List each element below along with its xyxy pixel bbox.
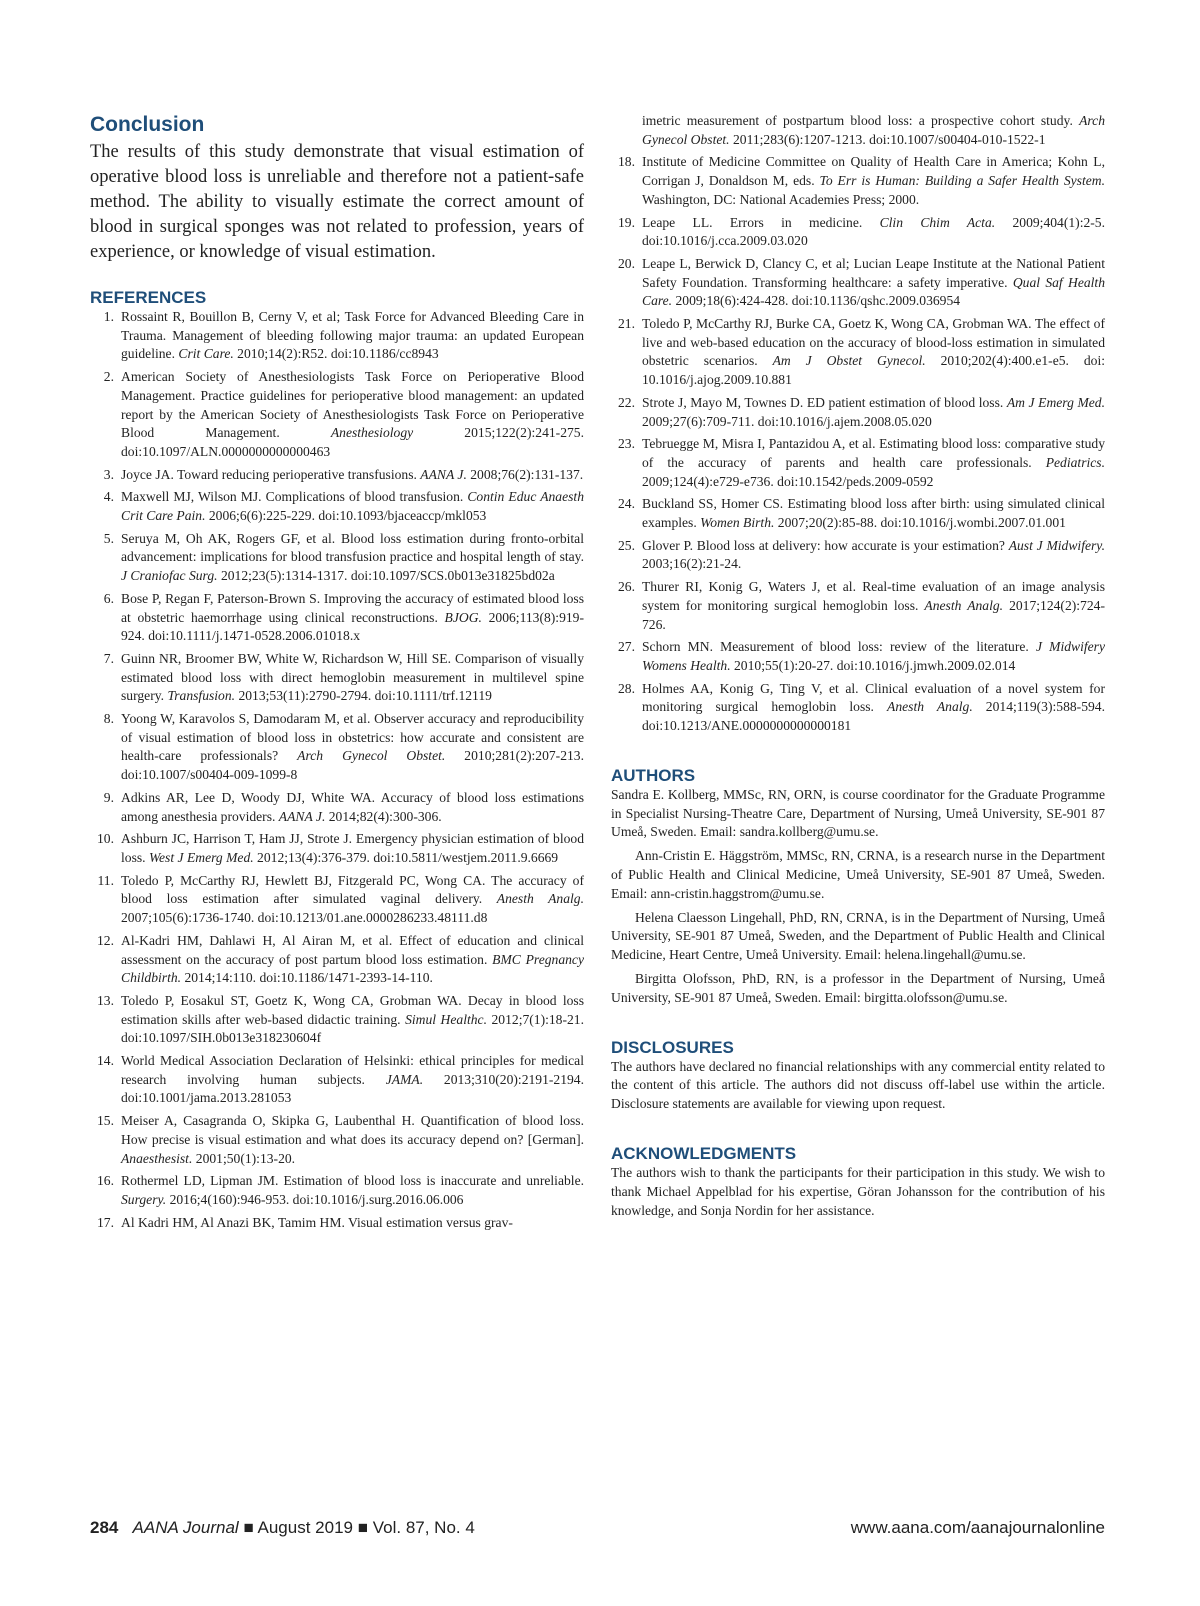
acknowledgments-text: The authors wish to thank the participants for their participation in this study. We wish to thank Michael Appelblad for his expertise, Göran Johansson for the contribution of his knowledge, and Sonja Nordin for her assistance. — [611, 1164, 1105, 1218]
reference-citation: 2014;82(4):300-306. — [325, 808, 442, 824]
reference-journal: Pediatrics. — [1045, 454, 1105, 470]
disclosures-heading: DISCLOSURES — [611, 1037, 734, 1057]
reference-number: 17. — [97, 1214, 114, 1230]
reference-item — [90, 872, 584, 928]
reference-number: 8. — [103, 711, 114, 727]
reference-citation: 2006;6(6):225-229. doi:10.1093/bjaceaccp/mkl053 — [205, 508, 487, 524]
reference-number: 21. — [618, 316, 635, 332]
reference-number: 16. — [97, 1173, 114, 1189]
reference-journal: Women Birth. — [700, 515, 775, 531]
reference-citation: 2015;122(2):241-275. doi:10.1097/ALN.0000000000000463 — [121, 425, 584, 459]
reference-item — [611, 315, 1105, 390]
authors-body — [611, 786, 1105, 1008]
issue-date: August 2019 — [257, 1518, 353, 1537]
reference-item — [611, 638, 1105, 675]
author-bio: Sandra E. Kollberg, MMSc, RN, ORN, is course coordinator for the Graduate Programme in Specialist Nursing-Theatre Care, Department of Nursing, Umeå University, SE-901 87 Umeå, Sweden. Email: sandra.kollberg@umu.se. — [611, 786, 1105, 840]
reference-citation: 2009;27(6):709-711. doi:10.1016/j.ajem.2008.05.020 — [642, 413, 932, 429]
reference-text: Glover P. Blood loss at delivery: how accurate is your estimation? — [642, 537, 1009, 553]
reference-journal: Am J Emerg Med. — [1006, 394, 1105, 410]
reference-item — [90, 488, 584, 525]
reference-item — [90, 590, 584, 646]
reference-citation: 2017;124(2):724-726. — [642, 597, 1105, 632]
reference-citation: 2006;113(8):919-924. doi:10.1111/j.1471-0528.2006.01018.x — [121, 609, 584, 644]
reference-number: 1. — [103, 309, 114, 324]
reference-text: Institute of Medicine Committee on Quality of Health Care in America; Kohn L, Corrigan J, Donaldson M, eds. — [642, 154, 1105, 189]
reference-item — [611, 255, 1105, 311]
reference-text: Toledo P, Eosakul ST, Goetz K, Wong CA, Grobman WA. Decay in blood loss estimation skills after web-based didactic training. — [121, 992, 584, 1027]
reference-journal: Transfusion. — [167, 688, 236, 704]
reference-journal: Anesth Analg. — [887, 699, 973, 715]
reference-number: 5. — [103, 530, 114, 546]
author-bio: Ann-Cristin E. Häggström, MMSc, RN, CRNA, is a research nurse in the Department of Public Health and Clinical Medicine, Umeå University, SE-901 87 Umeå, Sweden. Email: ann-cristin.haggstrom@umu.se. — [611, 848, 1105, 901]
reference-item — [611, 495, 1105, 532]
reference-number: 4. — [103, 489, 114, 505]
reference-item — [611, 394, 1105, 431]
reference-number: 14. — [97, 1053, 114, 1069]
reference-journal: Qual Saf Health Care. — [642, 274, 1106, 309]
separator: ■ — [243, 1518, 254, 1537]
reference-number: 10. — [97, 831, 114, 847]
reference-journal: AANA J. — [420, 466, 467, 482]
reference-journal: Aust J Midwifery. — [1008, 537, 1105, 553]
reference-journal: Crit Care. — [178, 346, 234, 362]
reference-item — [90, 1112, 584, 1168]
reference-item — [611, 153, 1105, 209]
reference-citation: 2010;55(1):20-27. doi:10.1016/j.jmwh.2009.02.014 — [730, 657, 1016, 673]
reference-journal: Arch Gynecol Obstet. — [297, 748, 446, 764]
left-column — [90, 112, 584, 1236]
author-bio: Birgitta Olofsson, PhD, RN, is a professor in the Department of Nursing, Umeå University, SE-901 87 Umeå, Sweden. Email: birgitta.olofsson@umu.se. — [611, 970, 1105, 1005]
journal-name: AANA Journal — [132, 1518, 239, 1537]
reference-citation: 2001;50(1):13-20. — [192, 1150, 296, 1166]
conclusion-heading: Conclusion — [90, 113, 205, 136]
authors-heading: AUTHORS — [611, 765, 696, 785]
reference-journal: To Err is Human: Building a Safer Health System. — [819, 173, 1105, 189]
reference-item — [90, 530, 584, 586]
reference-journal: Surgery. — [121, 1191, 167, 1207]
reference-item — [611, 680, 1105, 736]
reference-journal: Anesthesiology — [330, 425, 414, 441]
reference-text: World Medical Association Declaration of Helsinki: ethical principles for medical research involving human subjects. — [121, 1053, 584, 1087]
reference-item — [90, 932, 584, 988]
reference-number: 9. — [103, 789, 114, 805]
reference-citation: 2012;7(1):18-21. doi:10.1097/SIH.0b013e318230604f — [121, 1011, 585, 1046]
reference-journal: Anesth Analg. — [924, 597, 1004, 613]
conclusion-text: The results of this study demonstrate that visual estimation of operative blood loss is unreliable and therefore not a patient-safe method. The ability to visually estimate the correct amount of blood in surgical sponges was not related to profession, years of experience, or knowledge of visual estimation. — [90, 142, 584, 262]
separator: ■ — [357, 1518, 368, 1537]
reference-journal: Contin Educ Anaesth Crit Care Pain. — [121, 489, 584, 524]
reference-text: Holmes AA, Konig G, Ting V, et al. Clinical evaluation of a novel system for monitoring surgical hemoglobin loss. — [642, 680, 1105, 715]
reference-citation: 2007;105(6):1736-1740. doi:10.1213/01.ane.0000286233.48111.d8 — [121, 910, 488, 926]
reference-journal: Clin Chim Acta. — [879, 214, 996, 230]
reference-number: 13. — [97, 992, 114, 1008]
reference-number: 28. — [618, 680, 635, 696]
reference-item — [90, 308, 584, 364]
references-list-left — [90, 308, 584, 1232]
reference-journal: BMC Pregnancy Childbirth. — [121, 951, 584, 986]
page-number: 284 — [90, 1518, 119, 1537]
reference-text: Yoong W, Karavolos S, Damodaram M, et al. Observer accuracy and reproducibility of visual estimation of blood loss in obstetrics: how accurate and consistent are health-care professionals? — [121, 711, 584, 764]
reference-number: 6. — [103, 590, 114, 606]
reference-citation: 2009;404(1):2-5. doi:10.1016/j.cca.2009.03.020 — [642, 214, 1105, 249]
reference-item — [90, 650, 584, 706]
reference-item — [90, 830, 584, 867]
reference-journal: Anaesthesist. — [121, 1150, 193, 1166]
author-bio: Helena Claesson Lingehall, PhD, RN, CRNA, is in the Department of Nursing, Umeå University, SE-901 87 Umeå, Sweden, and the Department of Public Health and Clinical Medicine, Heart Centre, Umeå University. Email: helena.lingehall@umu.se. — [611, 909, 1105, 963]
reference-number: 3. — [103, 466, 114, 482]
reference-citation: 2013;53(11):2790-2794. doi:10.1111/trf.12119 — [235, 688, 492, 704]
reference-journal: J Midwifery Womens Health. — [642, 639, 1106, 673]
reference-text: Rossaint R, Bouillon B, Cerny V, et al; Task Force for Advanced Bleeding Care in Trauma. Management of bleeding following major trauma: an updated European guideline. — [121, 309, 584, 362]
reference-number: 24. — [618, 496, 635, 512]
reference-number: 7. — [103, 650, 114, 666]
page-footer — [90, 1518, 1105, 1544]
reference-journal: Anesth Analg. — [496, 891, 584, 907]
reference-citation: 2012;23(5):1314-1317. doi:10.1097/SCS.0b013e31825bd02a — [217, 568, 555, 584]
reference-number: 23. — [618, 436, 635, 452]
reference-text: Tebruegge M, Misra I, Pantazidou A, et al. Estimating blood loss: comparative study of the accuracy of parents and health care professionals. — [642, 436, 1105, 470]
reference-text: Maxwell MJ, Wilson MJ. Complications of blood transfusion. — [121, 489, 468, 505]
reference-text: Joyce JA. Toward reducing perioperative transfusions. — [121, 466, 421, 482]
reference-number: 15. — [97, 1113, 114, 1129]
reference-citation: Washington, DC: National Academies Press; 2000. — [642, 191, 920, 207]
reference-item — [90, 1052, 584, 1108]
right-column — [611, 112, 1105, 1220]
reference-citation: 2007;20(2):85-88. doi:10.1016/j.wombi.2007.01.001 — [774, 515, 1066, 531]
reference-item — [90, 992, 584, 1048]
reference-text: Toledo P, McCarthy RJ, Hewlett BJ, Fitzgerald PC, Wong CA. The accuracy of blood loss estimation after simulated vaginal delivery. — [121, 872, 584, 907]
volume: Vol. 87, No. 4 — [372, 1518, 475, 1537]
reference-journal: BJOG. — [444, 609, 482, 625]
reference-text: Leape LL. Errors in medicine. — [642, 214, 880, 230]
reference-journal: J Craniofac Surg. — [121, 568, 218, 584]
reference-citation: 2010;14(2):R52. doi:10.1186/cc8943 — [233, 346, 439, 362]
reference-journal: JAMA. — [385, 1071, 424, 1087]
reference-journal: AANA J. — [278, 808, 326, 824]
reference-number: 20. — [618, 255, 635, 271]
reference-text: American Society of Anesthesiologists Task Force on Perioperative Blood Management. Practice guidelines for perioperative blood management: an updated report by the American Society of Anesthesiologists Task Force on Perioperative Blood Management. — [121, 369, 584, 441]
reference-text: Al Kadri HM, Al Anazi BK, Tamim HM. Visual estimation versus grav- — [121, 1214, 513, 1230]
reference-text: Seruya M, Oh AK, Rogers GF, et al. Blood loss estimation during fronto-orbital advancement: implications for blood transfusion practice and hospital length of stay. — [121, 530, 584, 565]
reference-citation: 2014;14:110. doi:10.1186/1471-2393-14-110. — [181, 970, 433, 986]
reference-citation: 2008;76(2):131-137. — [466, 466, 584, 482]
reference-text: Meiser A, Casagranda O, Skipka G, Laubenthal H. Quantification of blood loss. How precise is visual estimation and what does its accuracy depend on? [German]. — [121, 1113, 584, 1147]
reference-citation: 2014;119(3):588-594. doi:10.1213/ANE.0000000000000181 — [642, 699, 1105, 734]
references-heading: REFERENCES — [90, 288, 207, 307]
reference-text: Al-Kadri HM, Dahlawi H, Al Airan M, et al. Effect of education and clinical assessment on the accuracy of post partum blood loss estimation. — [121, 932, 584, 967]
reference-text: Bose P, Regan F, Paterson-Brown S. Improving the accuracy of estimated blood loss at obstetric haemorrhage using clinical reconstructions. — [121, 590, 584, 625]
reference-item — [90, 710, 584, 785]
reference-citation: 2010;281(2):207-213. doi:10.1007/s00404-009-1099-8 — [121, 748, 584, 783]
reference-number: 25. — [618, 537, 635, 553]
reference-item — [611, 435, 1105, 491]
reference-citation: 2012;13(4):376-379. doi:10.5811/westjem.2011.9.6669 — [253, 849, 559, 865]
reference-text: Rothermel LD, Lipman JM. Estimation of blood loss is inaccurate and unreliable. — [121, 1173, 584, 1189]
reference-number: 22. — [618, 394, 635, 410]
reference-text: Buckland SS, Homer CS. Estimating blood loss after birth: using simulated clinical examples. — [642, 496, 1105, 531]
reference-number: 27. — [618, 639, 635, 655]
reference-number: 11. — [97, 872, 114, 888]
reference-item — [611, 214, 1105, 251]
journal-url[interactable]: www.aana.com/aanajournalonline — [850, 1518, 1105, 1537]
acknowledgments-heading: ACKNOWLEDGMENTS — [611, 1143, 797, 1163]
reference-number: 2. — [103, 369, 114, 385]
reference-item — [90, 789, 584, 826]
reference-text: Adkins AR, Lee D, Woody DJ, White WA. Accuracy of blood loss estimations among anesthesia providers. — [121, 789, 584, 824]
reference-number: 18. — [618, 154, 635, 170]
reference-citation: 2003;16(2):21-24. — [642, 556, 742, 572]
reference-citation: 2013;310(20):2191-2194. doi:10.1001/jama.2013.281053 — [121, 1071, 584, 1106]
reference-citation: 2016;4(160):946-953. doi:10.1016/j.surg.2016.06.006 — [166, 1191, 464, 1207]
reference-text: Guinn NR, Broomer BW, White W, Richardson W, Hill SE. Comparison of visually estimated blood loss with direct hemoglobin measurement in multilevel spine surgery. — [121, 650, 584, 704]
reference-item — [90, 1172, 584, 1209]
reference-text: Strote J, Mayo M, Townes D. ED patient estimation of blood loss. — [642, 394, 1007, 410]
reference-journal: West J Emerg Med. — [148, 849, 254, 865]
reference-citation: 2010;202(4):400.e1-e5. doi: 10.1016/j.ajog.2009.10.881 — [642, 353, 1105, 388]
reference-item — [611, 578, 1105, 634]
reference-citation: 2009;124(4):e729-e736. doi:10.1542/peds.2009-0592 — [642, 473, 934, 489]
reference-text: Leape L, Berwick D, Clancy C, et al; Lucian Leape Institute at the National Patient Safety Foundation. Transforming healthcare: a safety imperative. — [642, 255, 1105, 290]
disclosures-text: The authors have declared no financial relationships with any commercial entity related to the content of this article. The authors did not discuss off-label use within the article. Disclosure statements are available for viewing upon request. — [611, 1058, 1105, 1112]
reference-item — [611, 537, 1105, 574]
reference-journal: Simul Healthc. — [405, 1011, 487, 1027]
reference-text: Toledo P, McCarthy RJ, Burke CA, Goetz K, Wong CA, Grobman WA. The effect of live and web-based education on the accuracy of blood-loss estimation in simulated obstetric scenarios. — [642, 316, 1105, 369]
reference-journal: Am J Obstet Gynecol. — [772, 353, 926, 369]
reference-item — [90, 1214, 584, 1233]
reference-number: 19. — [618, 214, 635, 230]
reference-17-continued: imetric measurement of postpartum blood loss: a prospective cohort study. Arch Gynecol Obstet. 2011;283(6):1207-1213. doi:10.1007/s00404-010-1522-1 — [642, 113, 1105, 147]
reference-text: Schorn MN. Measurement of blood loss: review of the literature. — [642, 639, 1036, 655]
reference-text: Ashburn JC, Harrison T, Ham JJ, Strote J. Emergency physician estimation of blood loss. — [121, 831, 584, 865]
reference-text: Thurer RI, Konig G, Waters J, et al. Real-time evaluation of an image analysis system for monitoring surgical hemoglobin loss. — [642, 579, 1105, 613]
reference-number: 12. — [97, 932, 114, 948]
references-list-right — [611, 153, 1105, 735]
reference-item — [90, 368, 584, 462]
reference-item — [90, 466, 584, 485]
reference-number: 26. — [618, 579, 635, 595]
reference-citation: 2009;18(6):424-428. doi:10.1136/qshc.2009.036954 — [672, 293, 961, 309]
